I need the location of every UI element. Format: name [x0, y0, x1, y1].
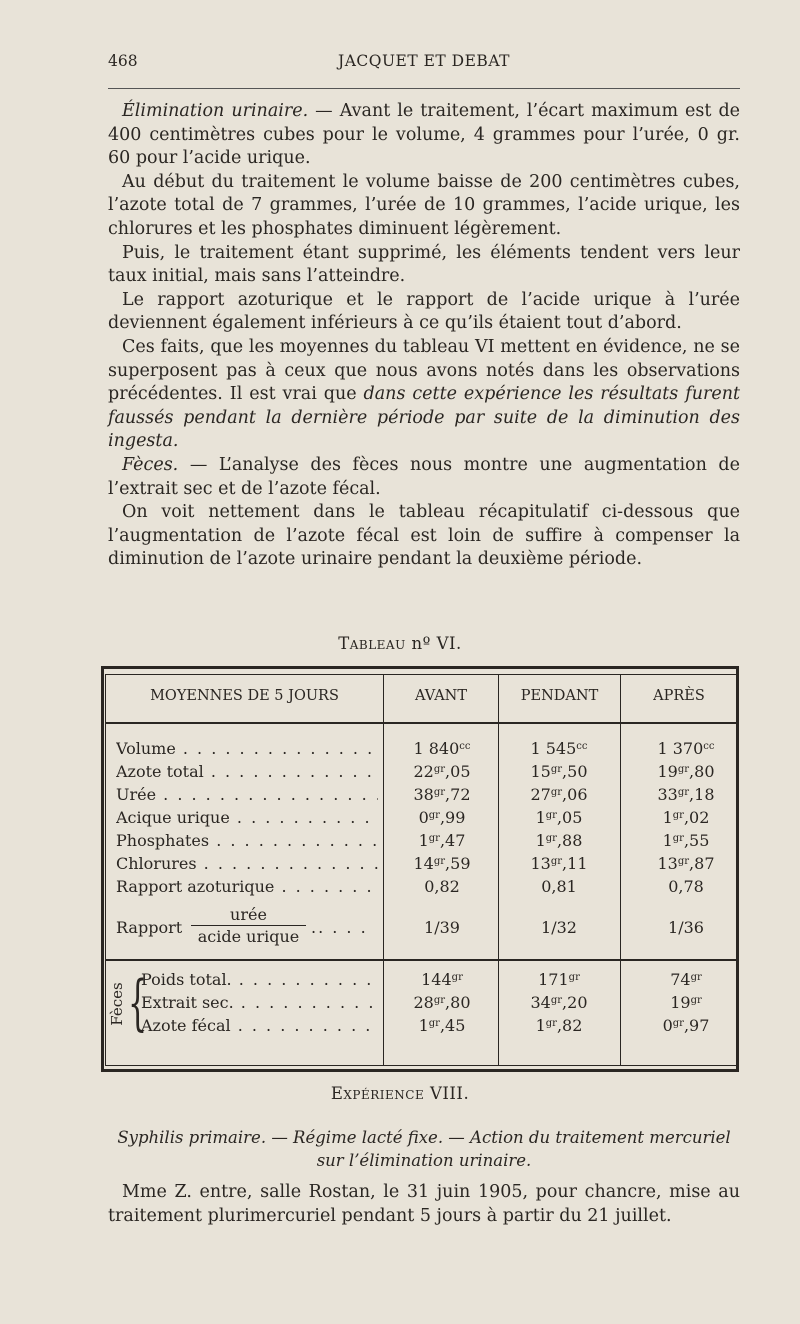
table-row: Azote total . . . $22^{gr},05$ $15^{gr},50$ $19^{gr},80$ [101, 762, 739, 784]
paragraph: Au début du traitement le volume baisse de 200 centimètres cubes, l’azote total de 7 grammes, l’urée de 10 grammes, l’acide urique, les chlorures et les phosphates diminuent légèrement. [108, 171, 740, 239]
column-header-apres: APRÈS [653, 688, 705, 704]
running-title: JACQUET ET DEBAT [337, 52, 510, 70]
header-rule [108, 88, 740, 89]
table-row: Poids total. . . . $144^{gr}$ $171^{gr}$ $74^{gr}$ [101, 970, 739, 992]
column-header-avant: AVANT [414, 688, 468, 704]
feces-group-label: Fèces [108, 982, 126, 1026]
table-row: Rapport azoturique . . . 0,82 0,81 0,78 [101, 877, 739, 899]
table-row: Volume . . . 1 $840^{cc}$ 1 $545^{cc}$ 1 $370^{cc}$ [101, 739, 739, 761]
brace-icon: { [128, 968, 148, 1038]
page-header [108, 50, 740, 76]
paragraph: On voit nettement dans le tableau récapitulatif ci-dessous que l’augmentation de l’azote fécal est loin de suffire à compenser la diminution de l’azote urinaire pendant la deuxième période. [108, 502, 740, 570]
table-row: Extrait sec. . . . $28^{gr},80$ $34^{gr},20$ $19^{gr}$ [101, 993, 739, 1015]
table-row: 1/39 1/32 1/36 [424, 918, 704, 937]
experiment-subtitle: Syphilis primaire. — Régime lacté fixe. — Action du traitement mercuriel sur l’élimination urinaire. [117, 1128, 731, 1170]
column-header-label: MOYENNES DE 5 JOURS [150, 688, 339, 704]
table-row: Urée . . . $38^{gr},72$ $27^{gr},06$ $33^{gr},18$ [101, 785, 739, 807]
main-text [108, 100, 740, 572]
experiment-title: Expérience VIII. [330, 1084, 470, 1103]
header-divider [106, 722, 737, 724]
table-row: Acique urique . . . $0^{gr},99$ $1^{gr},05$ $1^{gr},02$ [101, 808, 739, 830]
paragraph: Puis, le traitement étant supprimé, les éléments tendent vers leur taux initial, mais sans l’atteindre. [108, 242, 740, 287]
ratio-formula: Rapport urée acide urique .. . . . [116, 905, 368, 946]
paragraph: Élimination urinaire. — Avant le traitement, l’écart maximum est de 400 centimètres cubes pour le volume, 4 grammes pour l’urée, 0 gr. 60 pour l’acide urique. [108, 101, 741, 169]
table-caption: Tableau nº VI. [338, 634, 462, 653]
table-row: Chlorures . . . $14^{gr},59$ $13^{gr},11$ $13^{gr},87$ [101, 854, 739, 876]
paragraph: Le rapport azoturique et le rapport de l’acide urique à l’urée deviennent également inférieurs à ce qu’ils étaient tout d’abord. [108, 289, 740, 334]
table-row: Azote fécal . . . $1^{gr},45$ $1^{gr},82$ $0^{gr},97$ [101, 1016, 739, 1038]
paragraph: Fèces. — L’analyse des fèces nous montre une augmentation de l’extrait sec et de l’azote fécal. [108, 454, 740, 499]
column-header-pendant: PENDANT [520, 688, 599, 704]
summary-table [101, 666, 739, 1072]
paragraph: Ces faits, que les moyennes du tableau VI mettent en évidence, ne se superposent pas à ceux que nous avons notés dans les observations précédentes. Il est vrai que dans cette expérience les résultats furent faussés pendant la dernière période par suite de la diminution des ingesta. [108, 336, 740, 452]
table-row: Phosphates . . . $1^{gr},47$ $1^{gr},88$ $1^{gr},55$ [101, 831, 739, 853]
page-number: 468 [108, 52, 138, 70]
final-paragraph: Mme Z. entre, salle Rostan, le 31 juin 1905, pour chancre, mise au traitement plurimercuriel pendant 5 jours à partir du 21 juillet. [108, 1182, 740, 1226]
section-divider [106, 959, 737, 961]
